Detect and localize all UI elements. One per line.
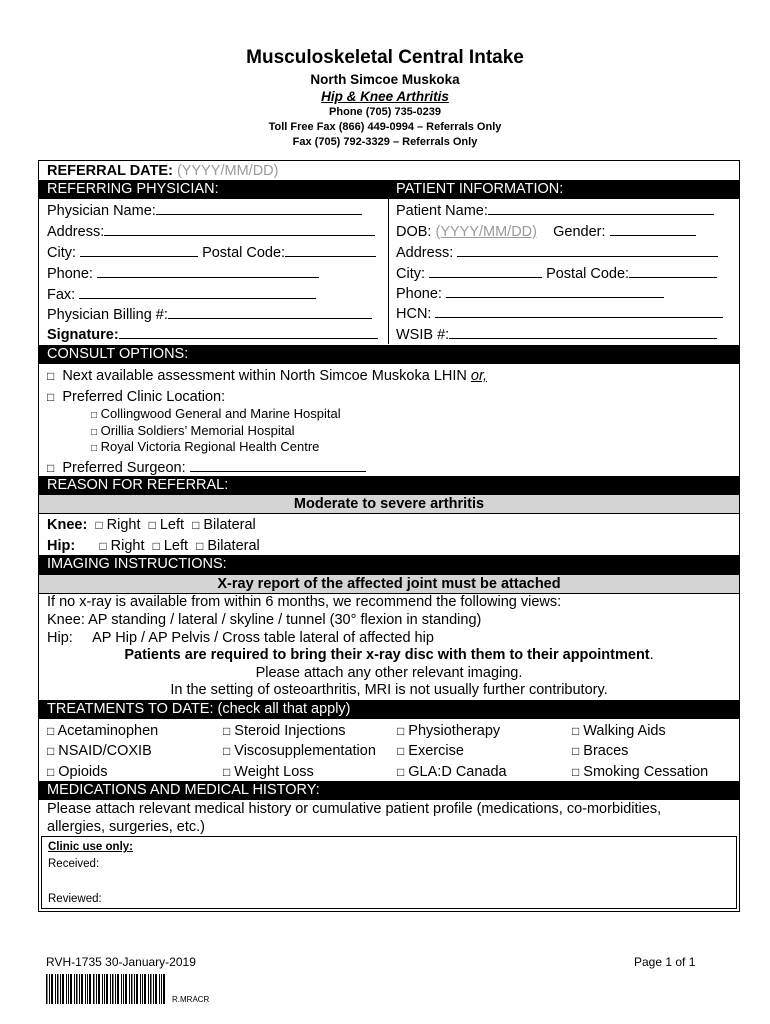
referral-date-placeholder: (YYYY/MM/DD) xyxy=(176,163,279,179)
treatment-label: Braces xyxy=(583,743,629,759)
reason-heading: REASON FOR REFERRAL: xyxy=(47,477,229,493)
physician-phone-label: Phone: xyxy=(47,266,93,282)
imaging-banner: X-ray report of the affected joint must be attached xyxy=(39,574,739,594)
treatment-option[interactable] xyxy=(397,721,500,741)
consult-next-available[interactable] xyxy=(47,366,487,386)
treatment-option[interactable] xyxy=(397,762,507,782)
hip-views: AP Hip / AP Pelvis / Cross table lateral of affected hip xyxy=(92,630,434,646)
checkbox-icon[interactable]: □ xyxy=(91,410,98,421)
patient-name-field[interactable] xyxy=(396,200,714,221)
patient-dob-placeholder: (YYYY/MM/DD) xyxy=(435,224,537,240)
checkbox-icon[interactable]: □ xyxy=(572,744,580,758)
received-label: Received: xyxy=(48,858,100,870)
consult-options-header xyxy=(39,345,739,364)
patient-address-label: Address: xyxy=(396,245,454,261)
patient-dob-field[interactable] xyxy=(396,221,696,242)
clinic-option[interactable] xyxy=(91,438,319,457)
patient-hcn-label: HCN: xyxy=(396,306,432,322)
physician-address-label: Address: xyxy=(47,224,105,240)
physician-city-field[interactable] xyxy=(47,242,376,263)
treatment-option[interactable] xyxy=(47,762,107,782)
patient-phone-label: Phone: xyxy=(396,286,442,302)
physician-phone-line xyxy=(97,263,319,278)
patient-name-line xyxy=(488,200,714,215)
physician-city-label: City: xyxy=(47,245,76,261)
medications-line-2: allergies, surgeries, etc.) xyxy=(47,819,205,835)
imaging-line-2: Knee: AP standing / lateral / skyline / tunnel (30° flexion in standing) xyxy=(47,612,482,628)
referral-date-label: REFERRAL DATE: xyxy=(47,163,173,179)
medications-heading: MEDICATIONS AND MEDICAL HISTORY: xyxy=(47,782,320,798)
physician-fax-label: Fax: xyxy=(47,287,76,303)
physician-postal-label: Postal Code: xyxy=(202,245,286,261)
treatment-label: Exercise xyxy=(408,743,464,759)
treatment-option[interactable] xyxy=(572,741,628,761)
checkbox-icon[interactable]: □ xyxy=(47,765,55,779)
imaging-line-4 xyxy=(39,646,739,664)
clinic-use-box xyxy=(41,836,737,909)
reason-header xyxy=(39,476,739,495)
imaging-header xyxy=(39,555,739,574)
checkbox-icon[interactable]: □ xyxy=(397,744,405,758)
patient-city-label: City: xyxy=(396,266,425,282)
hip-row xyxy=(47,536,260,556)
imaging-line-3 xyxy=(47,629,434,647)
physician-billing-line xyxy=(168,304,372,319)
clinic-use-title: Clinic use only: xyxy=(48,841,133,853)
patient-address-line xyxy=(457,242,718,257)
hip-right: Right xyxy=(110,538,145,554)
form-title: Musculoskeletal Central Intake xyxy=(246,47,524,68)
patient-postal-line xyxy=(629,263,717,278)
patient-city-field[interactable] xyxy=(396,263,717,284)
signature-label: Signature: xyxy=(47,327,119,343)
knee-row xyxy=(47,515,256,535)
consult-preferred-clinic[interactable] xyxy=(47,387,225,407)
patient-postal-label: Postal Code: xyxy=(546,266,630,282)
physician-fax-line xyxy=(79,284,316,299)
hip-bilateral: Bilateral xyxy=(207,538,260,554)
preferred-clinic-label: Preferred Clinic Location: xyxy=(62,389,226,405)
checkbox-icon[interactable]: □ xyxy=(47,724,55,738)
treatment-label: Viscosupplementation xyxy=(234,743,376,759)
referral-form xyxy=(38,160,740,912)
treatment-option[interactable] xyxy=(397,741,464,761)
form-header xyxy=(0,46,770,150)
reviewed-label: Reviewed: xyxy=(48,893,102,905)
clinic-option-label: Orillia Soldiers’ Memorial Hospital xyxy=(100,423,295,438)
patient-dob-label: DOB: xyxy=(396,224,432,240)
consult-next-label: Next available assessment within North Simcoe Muskoka LHIN xyxy=(62,368,467,384)
knee-label: Knee: xyxy=(47,517,88,533)
treatment-label: Weight Loss xyxy=(234,764,314,780)
checkbox-icon[interactable]: □ xyxy=(196,539,204,553)
treatment-option[interactable] xyxy=(223,721,346,741)
preferred-surgeon-label: Preferred Surgeon: xyxy=(62,460,186,476)
physician-patient-header xyxy=(39,180,739,199)
region-name: North Simcoe Muskoka xyxy=(310,72,460,87)
checkbox-icon[interactable]: □ xyxy=(47,390,55,404)
checkbox-icon[interactable]: □ xyxy=(47,744,55,758)
signature-field[interactable] xyxy=(47,324,378,345)
patient-wsib-label: WSIB #: xyxy=(396,327,450,343)
patient-phone-field[interactable] xyxy=(396,283,664,304)
imaging-heading: IMAGING INSTRUCTIONS: xyxy=(47,556,227,572)
treatment-label: Opioids xyxy=(58,764,108,780)
patient-hcn-field[interactable] xyxy=(396,303,723,324)
patient-address-field[interactable] xyxy=(396,242,718,263)
xray-disc-period: . xyxy=(649,647,654,663)
checkbox-icon[interactable]: □ xyxy=(572,724,580,738)
treatment-option[interactable] xyxy=(47,741,152,761)
physician-name-label: Physician Name: xyxy=(47,203,156,219)
program-name: Hip & Knee Arthritis xyxy=(321,89,449,104)
physician-postal-line xyxy=(285,242,376,257)
medications-header xyxy=(39,781,739,800)
treatments-heading: TREATMENTS TO DATE: (check all that apply) xyxy=(47,701,351,717)
consult-or: or, xyxy=(470,368,488,384)
preferred-surgeon-line xyxy=(190,457,366,472)
signature-line xyxy=(119,324,378,339)
physician-city-line xyxy=(80,242,198,257)
patient-name-label: Patient Name: xyxy=(396,203,488,219)
form-code: RVH-1735 30-January-2019 xyxy=(46,955,196,969)
checkbox-icon[interactable]: □ xyxy=(223,765,231,779)
treatment-label: NSAID/COXIB xyxy=(58,743,152,759)
physician-billing-label: Physician Billing #: xyxy=(47,307,168,323)
checkbox-icon[interactable]: □ xyxy=(47,461,55,475)
checkbox-icon[interactable]: □ xyxy=(572,765,580,779)
checkbox-icon[interactable]: □ xyxy=(91,427,98,438)
checkbox-icon[interactable]: □ xyxy=(192,518,200,532)
physician-heading: REFERRING PHYSICIAN: xyxy=(47,181,219,197)
phone-number: Phone (705) 735-0239 xyxy=(329,106,441,118)
clinic-option-label: Royal Victoria Regional Health Centre xyxy=(100,439,320,454)
checkbox-icon[interactable]: □ xyxy=(223,724,231,738)
physician-billing-field[interactable] xyxy=(47,304,372,325)
treatment-label: Physiotherapy xyxy=(408,723,501,739)
checkbox-icon[interactable]: □ xyxy=(152,539,160,553)
physician-address-field[interactable] xyxy=(47,221,375,242)
medications-line-1: Please attach relevant medical history or cumulative patient profile (medications, co-morbidities, xyxy=(47,801,662,817)
patient-heading: PATIENT INFORMATION: xyxy=(396,181,564,197)
tollfree-fax: Toll Free Fax (866) 449-0994 – Referrals Only xyxy=(268,121,502,133)
knee-left: Left xyxy=(159,517,185,533)
xray-disc-notice: Patients are required to bring their x-ray disc with them to their appointment xyxy=(124,647,650,663)
checkbox-icon[interactable]: □ xyxy=(397,724,405,738)
checkbox-icon[interactable]: □ xyxy=(148,518,156,532)
knee-right: Right xyxy=(106,517,141,533)
physician-address-line xyxy=(104,221,375,236)
physician-name-line xyxy=(156,200,362,215)
imaging-line-6: In the setting of osteoarthritis, MRI is not usually further contributory. xyxy=(170,682,608,698)
patient-city-line xyxy=(429,263,542,278)
patient-wsib-field[interactable] xyxy=(396,324,717,345)
treatment-label: Walking Aids xyxy=(583,723,666,739)
treatment-label: Acetaminophen xyxy=(57,723,159,739)
patient-hcn-line xyxy=(435,303,723,318)
checkbox-icon[interactable]: □ xyxy=(397,765,405,779)
consult-heading: CONSULT OPTIONS: xyxy=(47,346,189,362)
treatment-option[interactable] xyxy=(223,762,314,782)
page-number: Page 1 of 1 xyxy=(634,955,696,969)
treatment-option[interactable] xyxy=(223,741,376,761)
barcode-image xyxy=(46,974,166,1004)
hip-left: Left xyxy=(163,538,189,554)
patient-phone-line xyxy=(446,283,664,298)
physician-name-field[interactable] xyxy=(47,200,362,221)
patient-wsib-line xyxy=(449,324,717,339)
checkbox-icon[interactable]: □ xyxy=(99,539,107,553)
referral-date-field[interactable] xyxy=(47,161,278,181)
patient-gender-label: Gender: xyxy=(553,224,606,240)
checkbox-icon[interactable]: □ xyxy=(223,744,231,758)
imaging-line-1: If no x-ray is available from within 6 months, we recommend the following views: xyxy=(47,594,562,610)
treatment-label: GLA:D Canada xyxy=(408,764,507,780)
hip-views-label: Hip: xyxy=(47,630,73,646)
physician-fax-field[interactable] xyxy=(47,284,316,305)
barcode-label: R.MRACR xyxy=(172,995,210,1004)
imaging-line-5: Please attach any other relevant imaging. xyxy=(255,665,523,681)
clinic-option-label: Collingwood General and Marine Hospital xyxy=(100,406,341,421)
column-divider xyxy=(388,199,389,344)
treatment-label: Steroid Injections xyxy=(234,723,346,739)
reason-banner: Moderate to severe arthritis xyxy=(39,494,739,514)
consult-preferred-surgeon[interactable] xyxy=(47,457,366,478)
checkbox-icon[interactable]: □ xyxy=(95,518,103,532)
checkbox-icon[interactable]: □ xyxy=(91,443,98,454)
hip-label: Hip: xyxy=(47,538,76,554)
checkbox-icon[interactable]: □ xyxy=(47,369,55,383)
patient-gender-line xyxy=(610,221,696,236)
physician-phone-field[interactable] xyxy=(47,263,319,284)
treatment-option[interactable] xyxy=(572,721,666,741)
treatments-header xyxy=(39,700,739,719)
treatment-label: Smoking Cessation xyxy=(583,764,709,780)
treatment-option[interactable] xyxy=(572,762,708,782)
knee-bilateral: Bilateral xyxy=(203,517,256,533)
treatment-option[interactable] xyxy=(47,721,158,741)
fax-number: Fax (705) 792-3329 – Referrals Only xyxy=(292,136,478,148)
